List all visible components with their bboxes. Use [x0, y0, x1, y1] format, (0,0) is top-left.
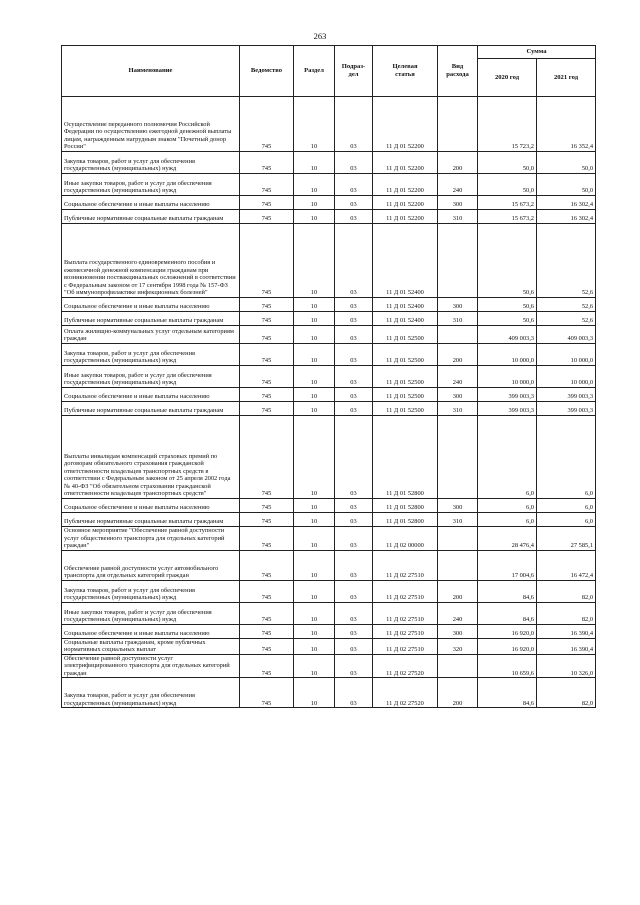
row-vedomstvo: 745 [240, 624, 294, 638]
row-vedomstvo: 745 [240, 312, 294, 326]
row-vid-rashoda: 240 [438, 602, 478, 624]
row-vedomstvo: 745 [240, 344, 294, 366]
row-name: Иные закупки товаров, работ и услуг для обеспечения государственных (муниципальных) нужд [62, 366, 240, 388]
row-vedomstvo: 745 [240, 366, 294, 388]
row-podrazdel: 03 [335, 388, 373, 402]
row-razdel: 10 [294, 527, 335, 551]
row-name: Социальное обеспечение и иные выплаты населению [62, 298, 240, 312]
row-vid-rashoda: 300 [438, 499, 478, 513]
row-sum-2020: 17 004,6 [478, 550, 537, 580]
row-sum-2021: 82,0 [537, 580, 596, 602]
table-row [62, 513, 596, 527]
row-sum-2021: 50,0 [537, 152, 596, 174]
header-year-2021: 2021 год [537, 59, 596, 97]
row-podrazdel: 03 [335, 210, 373, 224]
row-podrazdel: 03 [335, 527, 373, 551]
row-celevaya-statya: 11 Д 02 27520 [373, 654, 438, 678]
row-razdel: 10 [294, 344, 335, 366]
row-razdel: 10 [294, 624, 335, 638]
row-razdel: 10 [294, 654, 335, 678]
header-year-2020: 2020 год [478, 59, 537, 97]
row-vedomstvo: 745 [240, 402, 294, 416]
header-celevaya-statya: Целевая статья [373, 46, 438, 97]
row-vid-rashoda [438, 416, 478, 499]
row-sum-2021: 16 390,4 [537, 638, 596, 654]
table-row [62, 654, 596, 678]
row-name: Иные закупки товаров, работ и услуг для обеспечения государственных (муниципальных) нужд [62, 174, 240, 196]
table-row [62, 326, 596, 344]
table-row [62, 224, 596, 298]
row-sum-2020: 409 003,3 [478, 326, 537, 344]
row-vid-rashoda: 310 [438, 210, 478, 224]
row-celevaya-statya: 11 Д 01 52500 [373, 344, 438, 366]
row-vedomstvo: 745 [240, 499, 294, 513]
row-sum-2021: 52,6 [537, 224, 596, 298]
row-celevaya-statya: 11 Д 01 52400 [373, 224, 438, 298]
row-sum-2020: 50,0 [478, 174, 537, 196]
row-name: Публичные нормативные социальные выплаты гражданам [62, 402, 240, 416]
row-podrazdel: 03 [335, 580, 373, 602]
table-row [62, 344, 596, 366]
row-celevaya-statya: 11 Д 02 27510 [373, 624, 438, 638]
row-sum-2020: 28 476,4 [478, 527, 537, 551]
row-sum-2021: 6,0 [537, 513, 596, 527]
row-sum-2020: 6,0 [478, 499, 537, 513]
row-vedomstvo: 745 [240, 513, 294, 527]
table-row [62, 602, 596, 624]
table-row [62, 210, 596, 224]
table-row [62, 152, 596, 174]
budget-table [61, 45, 596, 708]
row-sum-2020: 84,6 [478, 602, 537, 624]
row-vid-rashoda [438, 527, 478, 551]
row-podrazdel: 03 [335, 344, 373, 366]
row-celevaya-statya: 11 Д 01 52800 [373, 499, 438, 513]
row-name: Иные закупки товаров, работ и услуг для обеспечения государственных (муниципальных) нужд [62, 602, 240, 624]
header-vedomstvo: Ведомство [240, 46, 294, 97]
header-podrazdel: Подраз- дел [335, 46, 373, 97]
row-sum-2020: 15 673,2 [478, 196, 537, 210]
row-name: Социальное обеспечение и иные выплаты населению [62, 624, 240, 638]
row-vid-rashoda: 300 [438, 196, 478, 210]
row-sum-2020: 399 003,3 [478, 402, 537, 416]
row-sum-2020: 50,6 [478, 224, 537, 298]
row-sum-2020: 10 000,0 [478, 344, 537, 366]
row-sum-2020: 10 000,0 [478, 366, 537, 388]
table-row [62, 624, 596, 638]
row-name: Публичные нормативные социальные выплаты гражданам [62, 210, 240, 224]
row-celevaya-statya: 11 Д 02 27510 [373, 550, 438, 580]
row-podrazdel: 03 [335, 624, 373, 638]
row-vid-rashoda: 200 [438, 678, 478, 708]
row-name: Оплата жилищно-коммунальных услуг отдельным категориям граждан [62, 326, 240, 344]
table-row [62, 527, 596, 551]
table-row [62, 196, 596, 210]
row-sum-2020: 399 003,3 [478, 388, 537, 402]
row-vid-rashoda: 300 [438, 388, 478, 402]
row-celevaya-statya: 11 Д 02 27520 [373, 678, 438, 708]
row-razdel: 10 [294, 388, 335, 402]
row-razdel: 10 [294, 580, 335, 602]
row-name: Социальное обеспечение и иные выплаты населению [62, 196, 240, 210]
row-vid-rashoda [438, 654, 478, 678]
row-celevaya-statya: 11 Д 01 52500 [373, 402, 438, 416]
row-podrazdel: 03 [335, 499, 373, 513]
row-sum-2021: 10 000,0 [537, 344, 596, 366]
row-sum-2020: 84,6 [478, 678, 537, 708]
row-razdel: 10 [294, 224, 335, 298]
row-razdel: 10 [294, 602, 335, 624]
row-sum-2020: 50,0 [478, 152, 537, 174]
row-vid-rashoda: 310 [438, 513, 478, 527]
row-celevaya-statya: 11 Д 01 52800 [373, 513, 438, 527]
row-razdel: 10 [294, 550, 335, 580]
row-sum-2021: 409 003,3 [537, 326, 596, 344]
row-celevaya-statya: 11 Д 02 27510 [373, 580, 438, 602]
table-row [62, 638, 596, 654]
row-vedomstvo: 745 [240, 550, 294, 580]
row-name: Выплаты инвалидам компенсаций страховых премий по договорам обязательного страхования гражданской ответственности владельцев транспортных средств в соответствии с Федеральным законом от 25 апреля 2002 года № 40-ФЗ "Об обязательном страховании гражданской ответственности владельцев транспортных средств" [62, 416, 240, 499]
row-name: Закупка товаров, работ и услуг для обеспечения государственных (муниципальных) нужд [62, 152, 240, 174]
row-vedomstvo: 745 [240, 678, 294, 708]
row-podrazdel: 03 [335, 513, 373, 527]
row-celevaya-statya: 11 Д 01 52200 [373, 174, 438, 196]
row-sum-2021: 399 003,3 [537, 402, 596, 416]
row-vid-rashoda [438, 97, 478, 152]
row-razdel: 10 [294, 326, 335, 344]
row-vid-rashoda [438, 224, 478, 298]
row-vid-rashoda: 240 [438, 174, 478, 196]
row-sum-2021: 10 326,0 [537, 654, 596, 678]
row-sum-2021: 6,0 [537, 416, 596, 499]
row-podrazdel: 03 [335, 416, 373, 499]
row-name: Закупка товаров, работ и услуг для обеспечения государственных (муниципальных) нужд [62, 678, 240, 708]
row-name: Закупка товаров, работ и услуг для обеспечения государственных (муниципальных) нужд [62, 580, 240, 602]
header-razdel: Раздел [294, 46, 335, 97]
table-row [62, 678, 596, 708]
row-podrazdel: 03 [335, 326, 373, 344]
row-razdel: 10 [294, 152, 335, 174]
row-name: Осуществление переданного полномочия Российской Федерации по осуществлению ежегодной денежной выплаты лицам, награжденным нагрудным знаком "Почетный донор России" [62, 97, 240, 152]
row-vid-rashoda: 300 [438, 624, 478, 638]
row-celevaya-statya: 11 Д 01 52500 [373, 366, 438, 388]
row-name: Социальное обеспечение и иные выплаты населению [62, 388, 240, 402]
row-podrazdel: 03 [335, 678, 373, 708]
header-name: Наименование [62, 46, 240, 97]
row-vedomstvo: 745 [240, 654, 294, 678]
row-razdel: 10 [294, 499, 335, 513]
row-razdel: 10 [294, 174, 335, 196]
row-podrazdel: 03 [335, 550, 373, 580]
row-celevaya-statya: 11 Д 01 52500 [373, 326, 438, 344]
row-podrazdel: 03 [335, 602, 373, 624]
row-name: Социальное обеспечение и иные выплаты населению [62, 499, 240, 513]
row-sum-2021: 52,6 [537, 298, 596, 312]
row-razdel: 10 [294, 210, 335, 224]
table-row [62, 312, 596, 326]
row-vid-rashoda: 200 [438, 580, 478, 602]
row-podrazdel: 03 [335, 402, 373, 416]
row-vid-rashoda: 240 [438, 366, 478, 388]
table-header [62, 46, 596, 97]
row-sum-2021: 16 352,4 [537, 97, 596, 152]
row-celevaya-statya: 11 Д 01 52200 [373, 152, 438, 174]
row-vedomstvo: 745 [240, 174, 294, 196]
row-vedomstvo: 745 [240, 152, 294, 174]
row-vedomstvo: 745 [240, 638, 294, 654]
table-row [62, 550, 596, 580]
row-vedomstvo: 745 [240, 224, 294, 298]
row-razdel: 10 [294, 196, 335, 210]
table-row [62, 366, 596, 388]
row-razdel: 10 [294, 402, 335, 416]
row-vedomstvo: 745 [240, 416, 294, 499]
row-razdel: 10 [294, 678, 335, 708]
row-vid-rashoda: 320 [438, 638, 478, 654]
row-vedomstvo: 745 [240, 326, 294, 344]
row-sum-2021: 27 585,1 [537, 527, 596, 551]
row-podrazdel: 03 [335, 366, 373, 388]
row-celevaya-statya: 11 Д 01 52200 [373, 97, 438, 152]
row-podrazdel: 03 [335, 224, 373, 298]
row-sum-2020: 50,6 [478, 298, 537, 312]
row-vid-rashoda [438, 326, 478, 344]
row-sum-2020: 84,6 [478, 580, 537, 602]
row-podrazdel: 03 [335, 174, 373, 196]
row-vid-rashoda: 310 [438, 312, 478, 326]
row-razdel: 10 [294, 638, 335, 654]
table-row [62, 298, 596, 312]
row-vid-rashoda [438, 550, 478, 580]
row-vedomstvo: 745 [240, 580, 294, 602]
table-row [62, 402, 596, 416]
row-sum-2021: 16 472,4 [537, 550, 596, 580]
row-celevaya-statya: 11 Д 01 52400 [373, 298, 438, 312]
row-name: Публичные нормативные социальные выплаты гражданам [62, 312, 240, 326]
row-celevaya-statya: 11 Д 01 52400 [373, 312, 438, 326]
row-sum-2020: 6,0 [478, 416, 537, 499]
row-sum-2020: 15 673,2 [478, 210, 537, 224]
row-celevaya-statya: 11 Д 01 52200 [373, 196, 438, 210]
row-podrazdel: 03 [335, 312, 373, 326]
table-body [62, 97, 596, 708]
row-vedomstvo: 745 [240, 97, 294, 152]
row-sum-2021: 16 302,4 [537, 196, 596, 210]
row-podrazdel: 03 [335, 196, 373, 210]
row-sum-2021: 82,0 [537, 678, 596, 708]
row-podrazdel: 03 [335, 298, 373, 312]
row-vid-rashoda: 200 [438, 152, 478, 174]
row-razdel: 10 [294, 312, 335, 326]
row-vid-rashoda: 310 [438, 402, 478, 416]
row-sum-2021: 82,0 [537, 602, 596, 624]
row-sum-2021: 399 003,3 [537, 388, 596, 402]
row-razdel: 10 [294, 513, 335, 527]
row-razdel: 10 [294, 416, 335, 499]
row-sum-2021: 16 302,4 [537, 210, 596, 224]
row-podrazdel: 03 [335, 97, 373, 152]
row-celevaya-statya: 11 Д 01 52500 [373, 388, 438, 402]
table-row [62, 174, 596, 196]
row-celevaya-statya: 11 Д 02 27510 [373, 638, 438, 654]
row-podrazdel: 03 [335, 152, 373, 174]
table-row [62, 97, 596, 152]
table-row [62, 416, 596, 499]
row-celevaya-statya: 11 Д 01 52200 [373, 210, 438, 224]
row-podrazdel: 03 [335, 654, 373, 678]
table-row [62, 499, 596, 513]
row-vedomstvo: 745 [240, 298, 294, 312]
row-sum-2020: 10 659,6 [478, 654, 537, 678]
row-sum-2020: 15 723,2 [478, 97, 537, 152]
table-row [62, 580, 596, 602]
row-sum-2020: 6,0 [478, 513, 537, 527]
row-name: Социальные выплаты гражданам, кроме публичных нормативных социальных выплат [62, 638, 240, 654]
row-razdel: 10 [294, 298, 335, 312]
row-vid-rashoda: 300 [438, 298, 478, 312]
row-name: Закупка товаров, работ и услуг для обеспечения государственных (муниципальных) нужд [62, 344, 240, 366]
row-sum-2021: 50,0 [537, 174, 596, 196]
row-name: Основное мероприятие "Обеспечение равной доступности услуг общественного транспорта для отдельных категорий граждан" [62, 527, 240, 551]
row-vedomstvo: 745 [240, 210, 294, 224]
row-sum-2021: 16 390,4 [537, 624, 596, 638]
row-name: Публичные нормативные социальные выплаты гражданам [62, 513, 240, 527]
row-razdel: 10 [294, 366, 335, 388]
row-sum-2021: 52,6 [537, 312, 596, 326]
row-name: Обеспечение равной доступности услуг автомобильного транспорта для отдельных категорий граждан [62, 550, 240, 580]
row-name: Выплата государственного единовременного пособия и ежемесячной денежной компенсации гражданам при возникновении поствакцинальных осложнений в соответствии с Федеральным законом от 17 сентября 1998 года № 157-ФЗ "Об иммунопрофилактике инфекционных болезней" [62, 224, 240, 298]
row-celevaya-statya: 11 Д 02 27510 [373, 602, 438, 624]
row-sum-2021: 6,0 [537, 499, 596, 513]
row-sum-2021: 10 000,0 [537, 366, 596, 388]
row-celevaya-statya: 11 Д 02 00000 [373, 527, 438, 551]
row-sum-2020: 16 920,0 [478, 624, 537, 638]
header-vid-rashoda: Вид расхода [438, 46, 478, 97]
row-vedomstvo: 745 [240, 527, 294, 551]
header-summa: Сумма [478, 46, 596, 59]
row-vedomstvo: 745 [240, 602, 294, 624]
row-celevaya-statya: 11 Д 01 52800 [373, 416, 438, 499]
row-name: Обеспечение равной доступности услуг электрифицированного транспорта для отдельных категорий граждан [62, 654, 240, 678]
row-sum-2020: 16 920,0 [478, 638, 537, 654]
row-razdel: 10 [294, 97, 335, 152]
page-number: 263 [313, 31, 327, 41]
row-vedomstvo: 745 [240, 388, 294, 402]
row-sum-2020: 50,6 [478, 312, 537, 326]
row-podrazdel: 03 [335, 638, 373, 654]
table-row [62, 388, 596, 402]
row-vedomstvo: 745 [240, 196, 294, 210]
row-vid-rashoda: 200 [438, 344, 478, 366]
